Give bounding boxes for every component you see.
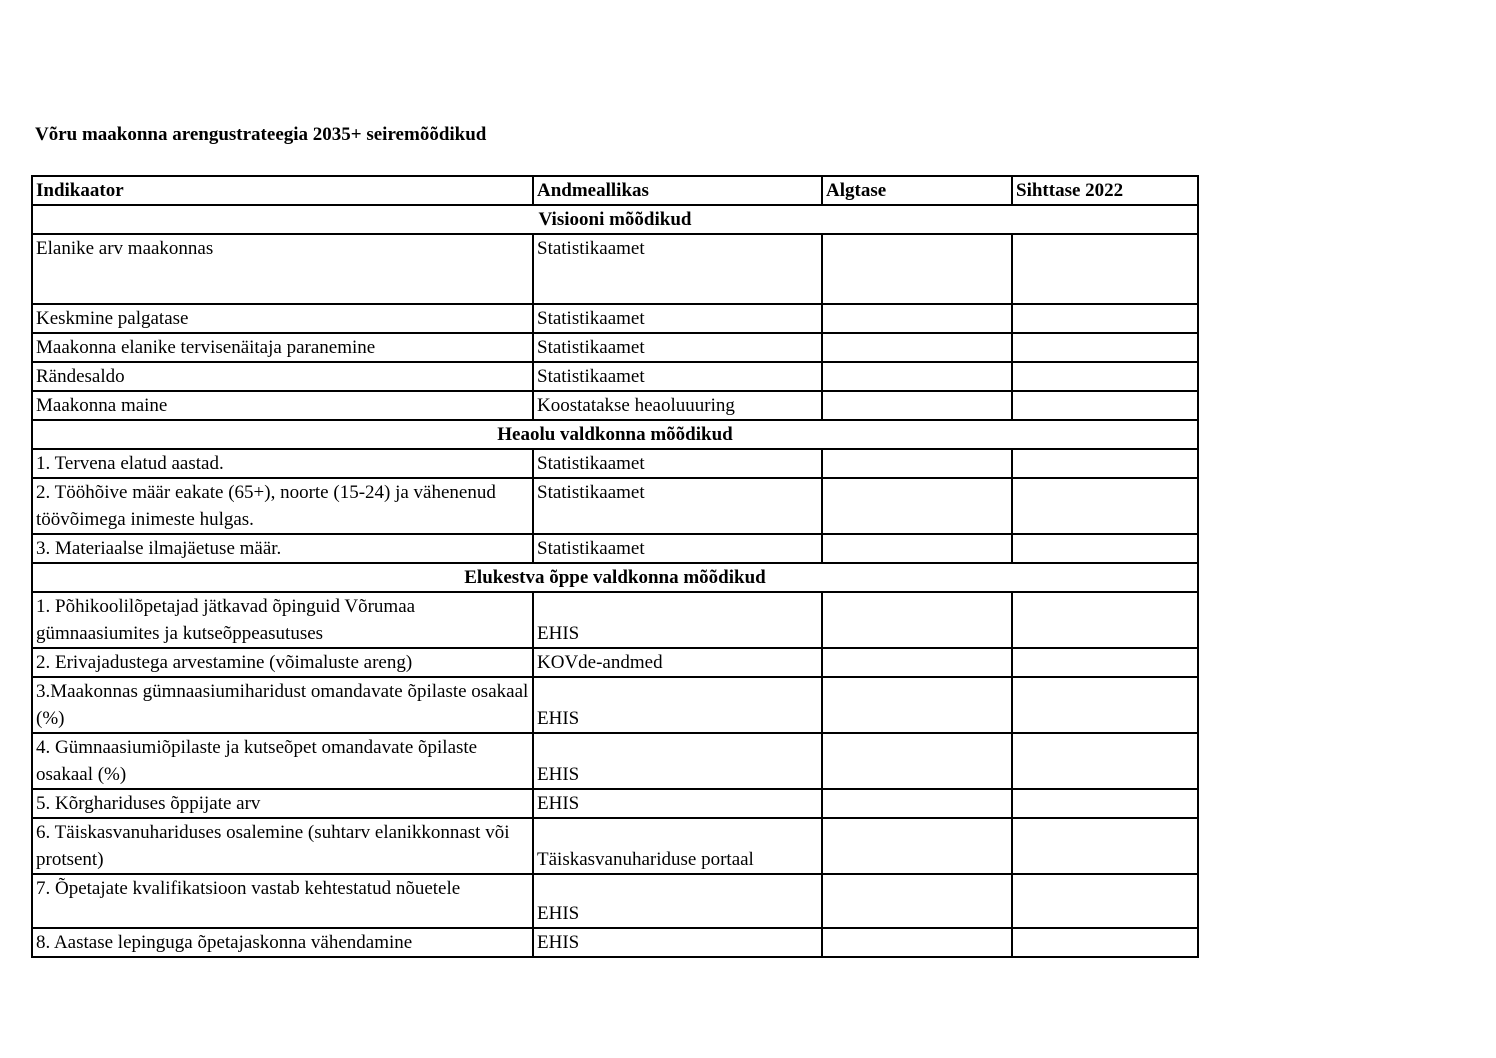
indicator-cell: 4. Gümnaasiumiõpilaste ja kutseõpet omandavate õpilaste osakaal (%) bbox=[32, 733, 533, 789]
target-cell bbox=[1012, 304, 1198, 333]
baseline-cell bbox=[822, 928, 1012, 957]
indicator-cell: Rändesaldo bbox=[32, 362, 533, 391]
indicator-cell: Maakonna elanike tervisenäitaja paranemine bbox=[32, 333, 533, 362]
source-cell: Statistikaamet bbox=[533, 234, 822, 304]
source-cell: Täiskasvanuhariduse portaal bbox=[533, 818, 822, 874]
section-title: Heaolu valdkonna mõõdikud bbox=[32, 420, 1198, 449]
source-cell: Statistikaamet bbox=[533, 534, 822, 563]
table-row bbox=[32, 733, 1198, 789]
baseline-cell bbox=[822, 677, 1012, 733]
indicator-cell: 1. Põhikoolilõpetajad jätkavad õpinguid Võrumaa gümnaasiumites ja kutseõppeasutuses bbox=[32, 592, 533, 648]
page-title: Võru maakonna arengustrateegia 2035+ seiremõõdikud bbox=[35, 124, 487, 145]
baseline-cell bbox=[822, 648, 1012, 677]
indicator-cell: 5. Kõrghariduses õppijate arv bbox=[32, 789, 533, 818]
baseline-cell bbox=[822, 534, 1012, 563]
target-cell bbox=[1012, 592, 1198, 648]
table-row bbox=[32, 391, 1198, 420]
baseline-cell bbox=[822, 818, 1012, 874]
baseline-cell bbox=[822, 333, 1012, 362]
section-title: Elukestva õppe valdkonna mõõdikud bbox=[32, 563, 1198, 592]
table-row bbox=[32, 818, 1198, 874]
target-cell bbox=[1012, 449, 1198, 478]
table-row bbox=[32, 362, 1198, 391]
target-cell bbox=[1012, 733, 1198, 789]
table-header-row bbox=[32, 176, 1198, 205]
target-cell bbox=[1012, 391, 1198, 420]
indicator-cell: Maakonna maine bbox=[32, 391, 533, 420]
baseline-cell bbox=[822, 391, 1012, 420]
source-cell: Statistikaamet bbox=[533, 478, 822, 534]
baseline-cell bbox=[822, 874, 1012, 928]
table-row bbox=[32, 449, 1198, 478]
indicator-cell: 8. Aastase lepinguga õpetajaskonna vähendamine bbox=[32, 928, 533, 957]
baseline-cell bbox=[822, 592, 1012, 648]
source-cell: EHIS bbox=[533, 733, 822, 789]
section-title: Visiooni mõõdikud bbox=[32, 205, 1198, 234]
source-cell: Statistikaamet bbox=[533, 304, 822, 333]
target-cell bbox=[1012, 928, 1198, 957]
target-cell bbox=[1012, 677, 1198, 733]
table-row bbox=[32, 789, 1198, 818]
baseline-cell bbox=[822, 234, 1012, 304]
table-row bbox=[32, 333, 1198, 362]
section-header-row bbox=[32, 205, 1198, 234]
indicator-cell: 3.Maakonnas gümnaasiumiharidust omandavate õpilaste osakaal (%) bbox=[32, 677, 533, 733]
source-cell: EHIS bbox=[533, 677, 822, 733]
section-header-row bbox=[32, 563, 1198, 592]
table-row bbox=[32, 648, 1198, 677]
indicator-cell: 3. Materiaalse ilmajäetuse määr. bbox=[32, 534, 533, 563]
baseline-cell bbox=[822, 449, 1012, 478]
target-cell bbox=[1012, 478, 1198, 534]
source-cell: EHIS bbox=[533, 874, 822, 928]
source-cell: Statistikaamet bbox=[533, 362, 822, 391]
table-row bbox=[32, 592, 1198, 648]
target-cell bbox=[1012, 333, 1198, 362]
indicator-cell: 2. Tööhõive määr eakate (65+), noorte (15-24) ja vähenenud töövõimega inimeste hulgas. bbox=[32, 478, 533, 534]
header-target: Sihttase 2022 bbox=[1012, 176, 1198, 205]
table-row bbox=[32, 874, 1198, 928]
baseline-cell bbox=[822, 362, 1012, 391]
target-cell bbox=[1012, 648, 1198, 677]
table-row bbox=[32, 478, 1198, 534]
source-cell: Statistikaamet bbox=[533, 449, 822, 478]
target-cell bbox=[1012, 362, 1198, 391]
header-source: Andmeallikas bbox=[533, 176, 822, 205]
source-cell: Koostatakse heaoluuuring bbox=[533, 391, 822, 420]
target-cell bbox=[1012, 818, 1198, 874]
source-cell: KOVde-andmed bbox=[533, 648, 822, 677]
baseline-cell bbox=[822, 733, 1012, 789]
table-row bbox=[32, 928, 1198, 957]
table-row bbox=[32, 304, 1198, 333]
indicator-cell: Elanike arv maakonnas bbox=[32, 234, 533, 304]
source-cell: Statistikaamet bbox=[533, 333, 822, 362]
section-header-row bbox=[32, 420, 1198, 449]
baseline-cell bbox=[822, 304, 1012, 333]
indicator-cell: Keskmine palgatase bbox=[32, 304, 533, 333]
source-cell: EHIS bbox=[533, 592, 822, 648]
table-row bbox=[32, 234, 1198, 304]
indicator-cell: 7. Õpetajate kvalifikatsioon vastab kehtestatud nõuetele bbox=[32, 874, 533, 928]
baseline-cell bbox=[822, 478, 1012, 534]
header-indicator: Indikaator bbox=[32, 176, 533, 205]
source-cell: EHIS bbox=[533, 789, 822, 818]
source-cell: EHIS bbox=[533, 928, 822, 957]
target-cell bbox=[1012, 534, 1198, 563]
table-row bbox=[32, 534, 1198, 563]
target-cell bbox=[1012, 874, 1198, 928]
baseline-cell bbox=[822, 789, 1012, 818]
target-cell bbox=[1012, 789, 1198, 818]
indicator-cell: 2. Erivajadustega arvestamine (võimaluste areng) bbox=[32, 648, 533, 677]
target-cell bbox=[1012, 234, 1198, 304]
indicator-cell: 6. Täiskasvanuhariduses osalemine (suhtarv elanikkonnast või protsent) bbox=[32, 818, 533, 874]
header-baseline: Algtase bbox=[822, 176, 1012, 205]
table-row bbox=[32, 677, 1198, 733]
indicator-cell: 1. Tervena elatud aastad. bbox=[32, 449, 533, 478]
indicator-table bbox=[31, 175, 1199, 958]
